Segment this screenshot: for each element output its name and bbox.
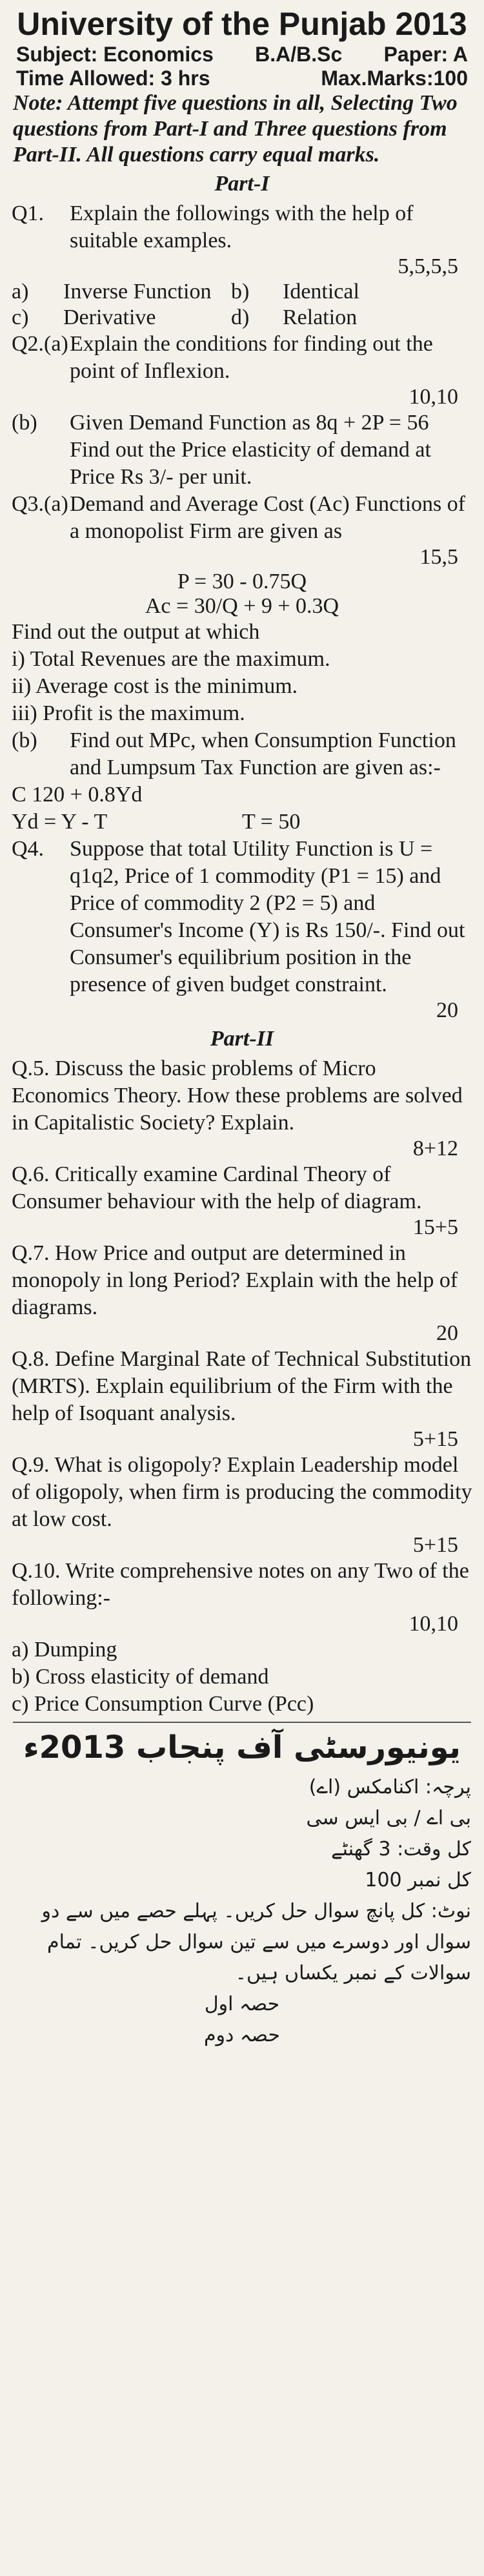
part-2-heading: Part-II: [210, 1027, 274, 1051]
question-7: Q.7. How Price and output are determined in monopoly in long Period? Explain with the help of diagrams.: [12, 1241, 458, 1319]
class: B.A/B.Sc: [255, 43, 343, 66]
question-6: Q.6. Critically examine Cardinal Theory of Consumer behaviour with the help of diagram.: [12, 1162, 422, 1213]
part-1-heading: Part-I: [214, 172, 270, 196]
question-9: Q.9. What is oligopoly? Explain Leadership model of oligopoly, when firm is producing the commodity at low cost.: [12, 1453, 472, 1531]
question-8: Q.8. Define Marginal Rate of Technical Substitution (MRTS). Explain equilibrium of the Firm with the help of Isoquant analysis.: [12, 1347, 472, 1425]
header: [0, 0, 484, 43]
urdu-title: یونیورسٹی آف پنجاب 2013ء: [23, 1729, 461, 1766]
time-allowed: Time Allowed: 3 hrs: [16, 67, 210, 90]
max-marks: Max.Marks:100: [321, 67, 468, 90]
question-2a: Q2.(a) Explain the conditions for finding out the point of Inflexion.: [12, 332, 433, 383]
question-10: Q.10. Write comprehensive notes on any Two of the following:-: [12, 1559, 469, 1610]
question-5: Q.5. Discuss the basic problems of Micro Economics Theory. How these problems are solved in Capitalistic Society? Explain.: [12, 1056, 463, 1135]
question-1: Q1. Explain the followings with the help of suitable examples.: [12, 201, 414, 252]
university-title: University of the Punjab 2013: [17, 6, 467, 42]
exam-paper: University of the Punjab 2013 Subject: Economics B.A/B.Sc Paper: A Time Allowed: 3 hrs Max.Marks:100 Note: Attempt five questions in all, Selecting Two questions from Part-I and Three questions from Part-II. All questions carry equal marks. Part-I Q1. Explain the followings with the help of suitable examples. 5,5,5,5 a) Inverse Function b) Identical c) Derivative d) Relation Q2.(a) Explain the conditions for finding out the point of Inflexion. 10,10 (b) Given Demand Function as 8q + 2P = 56 Find out the Price elasticity of demand at Price Rs 3/- per unit. Q3.(a) Demand and Average Cost (Ac) Functions of a monopolist Firm are given as 15,5 P = 30 - 0.75Q Ac = 30/Q + 9 + 0.3Q Find out the output at which i) Total Revenues are the maximum. ii) Average cost is the minimum. iii) Profit is the maximum. (b) Find out MPc, when Consumption Function and Lumpsum Tax Function are given as:- C 120 + 0.8Yd Yd = Y - T T = 50 Q4. Suppose that total Utility Function is U = q1q2, Price of 1 commodity (P1 = 15) and Price of commodity 2 (P2 = 5) and Consumer's Income (Y) is Rs 150/-. Find out Consumer's equilibrium position in the presence of given budget constraint. 20 Part-II Q.5. Discuss the basic problems of Micro Economics Theory. How these problems are solved in Capitalistic Society? Explain. 8+12 Q.6. Critically examine Cardinal Theory of Consumer behaviour with the help of diagram. 15+5 Q.7. How Price and output are determined in monopoly in long Period? Explain with the help of diagrams. 20 Q.8. Define Marginal Rate of Technical Substitution (MRTS). Explain equilibrium of the Firm with the help of Isoquant analysis. 5+15 Q.9. What is oligopoly? Explain Leadership model of oligopoly, when firm is producing the commodity at low cost. 5+15 Q.10. Write comprehensive notes on any Two of the following:- 10,10 a) Dumping b) Cross elasticity of demand c) Price Consumption Curve (Pcc) یونیورسٹی آف پنجاب 2013ء پرچہ: اکنامکس (اے) بی اے / بی ایس سی کل وقت: 3 گھنٹے کل نمبر 100 نوٹ: کل پانچ سوال حل کریں۔ پہلے حصے میں سے دو سوال اور دوسرے میں سے تین سوال حل کریں۔ تمام سوالات کے نمبر یکساں ہیں۔ حصہ اول حصہ دوم: [0, 0, 484, 2576]
question-3a: Q3.(a) Demand and Average Cost (Ac) Functions of a monopolist Firm are given as: [12, 492, 466, 543]
q1-marks: 5,5,5,5: [398, 254, 458, 278]
question-2b: (b) Given Demand Function as 8q + 2P = 56 Find out the Price elasticity of demand at Price Rs 3/- per unit.: [12, 411, 431, 489]
question-4: Q4. Suppose that total Utility Function is U = q1q2, Price of 1 commodity (P1 = 15) and Price of commodity 2 (P2 = 5) and Consumer's Income (Y) is Rs 150/-. Find out Consumer's equilibrium position in the presence of given budget constraint.: [12, 837, 465, 996]
divider: [13, 1722, 471, 1723]
subject: Subject: Economics: [16, 43, 214, 66]
question-3b: (b) Find out MPc, when Consumption Function and Lumpsum Tax Function are given as:-: [12, 728, 456, 779]
note: Note: Attempt five questions in all, Selecting Two questions from Part-I and Three questions from Part-II. All questions carry equal marks.: [13, 91, 458, 167]
paper: Paper: A: [383, 43, 468, 66]
